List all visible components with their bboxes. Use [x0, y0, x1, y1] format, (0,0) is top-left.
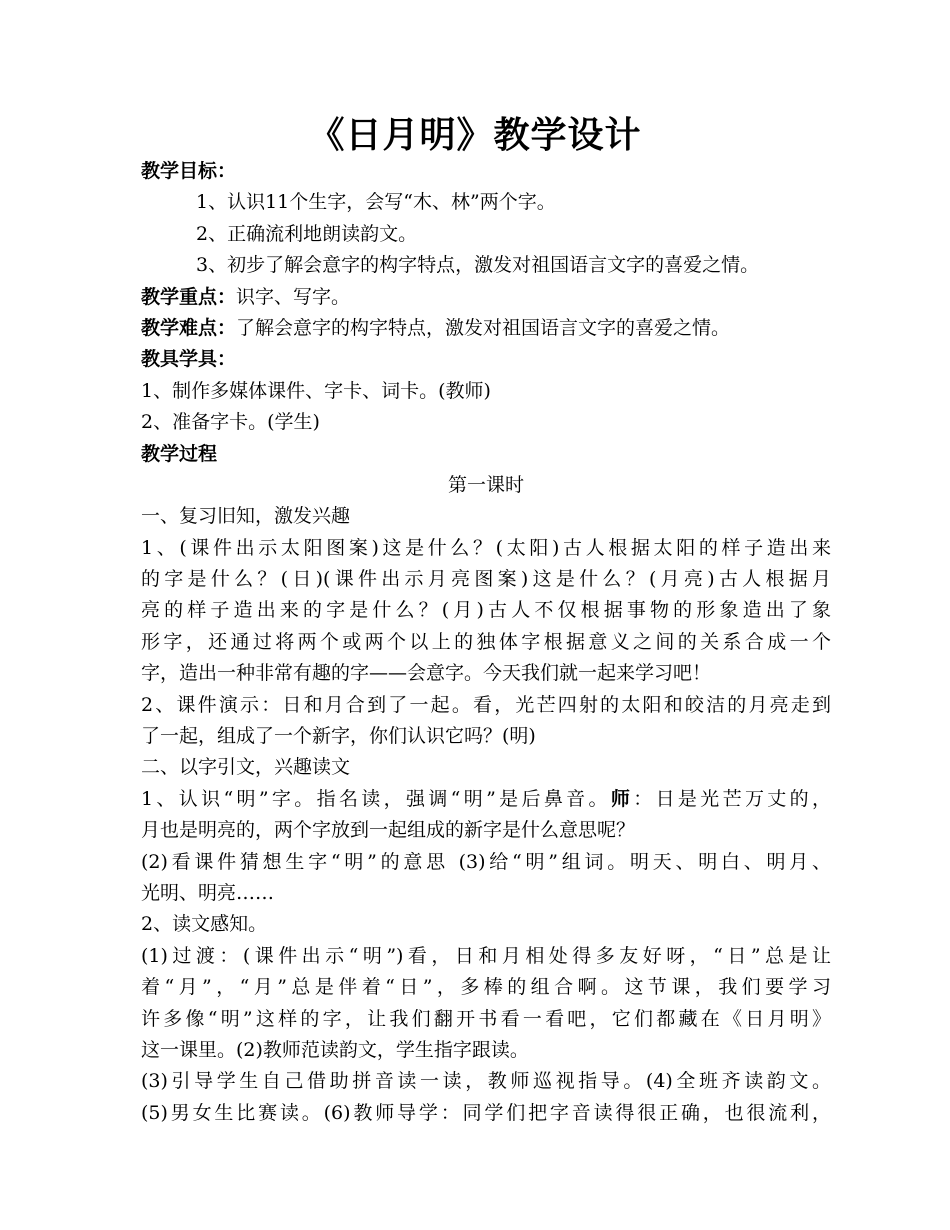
difficulties-text: 了解会意字的构字特点，激发对祖国语言文字的喜爱之情。 — [236, 316, 731, 339]
paragraph-line — [141, 784, 831, 815]
document-title: 《日月明》教学设计 — [308, 114, 642, 156]
paragraph-line: 光明、明亮…… — [141, 881, 275, 904]
objective-item: 1、认识11个生字，会写“木、林”两个字。 — [196, 191, 556, 214]
paragraph-line: (1)过渡：(课件出示“明”)看，日和月相处得多友好呀，“日”总是让 — [141, 944, 831, 967]
paragraph-line: 许多像“明”这样的字，让我们翻开书看一看吧，它们都藏在《日月明》 — [141, 1007, 831, 1030]
paragraph-line: 1、(课件出示太阳图案)这是什么？(太阳)古人根据太阳的样子造出来 — [141, 536, 831, 559]
key-points — [141, 282, 831, 313]
difficulties-label: 教学难点： — [141, 316, 237, 339]
objective-item: 2、正确流利地朗读韵文。 — [196, 222, 418, 245]
paragraph-line: (5)男女生比赛读。(6)教师导学：同学们把字音读得很正确，也很流利， — [141, 1101, 831, 1124]
teacher-label: 师 — [610, 787, 634, 810]
paragraph-line: 2、读文感知。 — [141, 913, 268, 936]
paragraph-text: 1、认识“明”字。指名读，强调“明”是后鼻音。 — [141, 787, 611, 810]
material-item: 2、准备字卡。(学生) — [141, 411, 320, 434]
paragraph-line: 形字，还通过将两个或两个以上的独体字根据意义之间的关系合成一个 — [141, 630, 831, 653]
section-heading: 二、以字引文，兴趣读文 — [141, 756, 351, 779]
paragraph-line: 字，造出一种非常有趣的字——会意字。今天我们就一起来学习吧！ — [141, 662, 712, 685]
paragraph-line: 的字是什么？(日)(课件出示月亮图案)这是什么？(月亮)古人根据月 — [141, 568, 831, 591]
paragraph-line: 了一起，组成了一个新字，你们认识它吗？(明) — [141, 725, 536, 748]
key-points-text: 识字、写字。 — [236, 285, 351, 308]
paragraph-text: ：日是光芒万丈的， — [633, 787, 831, 810]
material-item: 1、制作多媒体课件、字卡、词卡。(教师) — [141, 379, 491, 402]
paragraph-line: 月也是明亮的，两个字放到一起组成的新字是什么意思呢？ — [141, 819, 636, 842]
paragraph-line: 2、课件演示：日和月合到了一起。看，光芒四射的太阳和皎洁的月亮走到 — [141, 693, 831, 716]
process-heading: 教学过程 — [141, 442, 218, 465]
section-heading: 一、复习旧知，激发兴趣 — [141, 505, 351, 528]
objectives-heading: 教学目标： — [141, 160, 237, 182]
paragraph-line: (3)引导学生自己借助拼音读一读，教师巡视指导。(4)全班齐读韵文。 — [141, 1070, 831, 1093]
lesson-title: 第一课时 — [447, 473, 524, 496]
paragraph-line: 这一课里。(2)教师范读韵文，学生指字跟读。 — [141, 1038, 529, 1061]
materials-heading: 教具学具： — [141, 348, 237, 371]
paragraph-line: (2)看课件猜想生字“明”的意思 (3)给“明”组词。明天、明白、明月、 — [141, 850, 831, 873]
paragraph-line: 着“月”，“月”总是伴着“日”，多棒的组合啊。这节课，我们要学习 — [141, 976, 831, 999]
difficulties — [141, 313, 831, 344]
key-points-label: 教学重点： — [141, 285, 237, 308]
objective-item: 3、初步了解会意字的构字特点，激发对祖国语言文字的喜爱之情。 — [196, 254, 760, 277]
document-body — [141, 156, 831, 1129]
paragraph-line: 亮的样子造出来的字是什么？(月)古人不仅根据事物的形象造出了象 — [141, 599, 831, 622]
